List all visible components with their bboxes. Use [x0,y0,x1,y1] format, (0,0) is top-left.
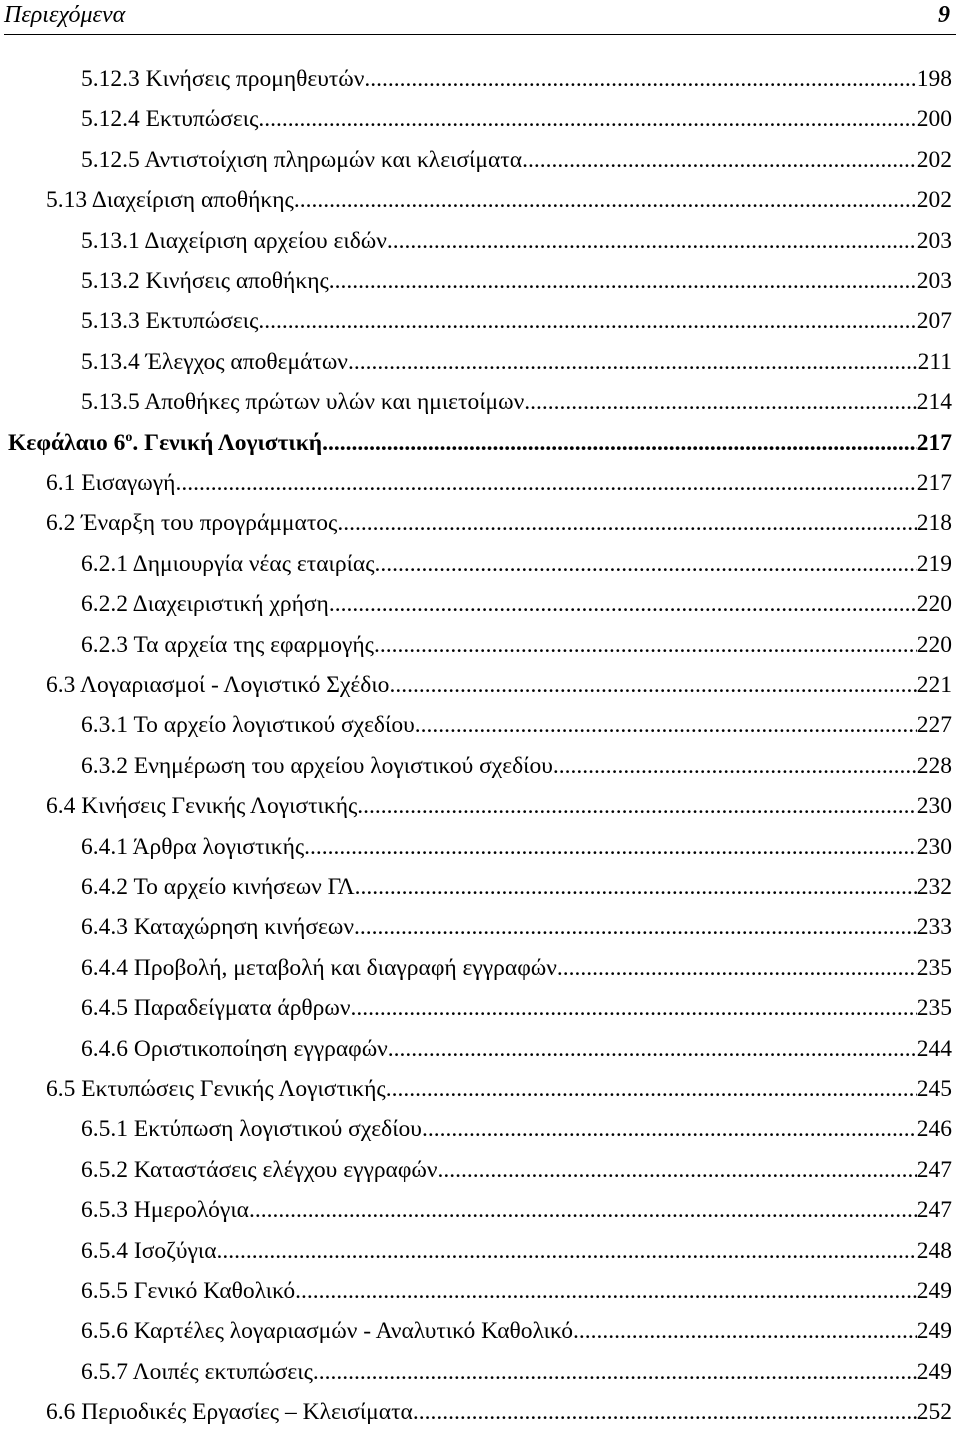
toc-entry-title: 6.4 Κινήσεις Γενικής Λογιστικής [46,793,358,820]
toc-leader-dots [337,510,916,537]
toc-entry[interactable] [0,1399,960,1429]
toc-entry-page: 235 [916,995,952,1022]
toc-entry-page: 220 [916,591,952,618]
toc-entry-title: 6.4.2 Το αρχείο κινήσεων ΓΛ [81,874,355,900]
toc-entry-title: 6.2 Έναρξη του προγράμματος [46,510,338,537]
toc-entry[interactable] [0,228,960,258]
page-header-title: Περιεχόμενα [4,2,126,28]
toc-entry-title: 6.5 Εκτυπώσεις Γενικής Λογιστικής [46,1076,386,1102]
toc-entry[interactable] [0,187,960,217]
toc-entry-title: 6.6 Περιοδικές Εργασίες – Κλεισίματα [46,1399,413,1426]
toc-leader-dots [438,1157,917,1184]
toc-entry[interactable] [0,955,960,985]
toc-entry[interactable] [0,147,960,177]
toc-entry-title: 5.13.5 Αποθήκες πρώτων υλών και ημιετοίμων [81,389,525,416]
toc-entry[interactable] [0,1116,960,1146]
toc-entry[interactable] [0,349,960,379]
toc-entry[interactable] [0,1036,960,1066]
toc-entry-title: 6.4.4 Προβολή, μεταβολή και διαγραφή εγγραφών [81,954,557,981]
toc-entry[interactable] [0,672,960,702]
toc-entry[interactable] [0,430,960,460]
toc-entry[interactable] [0,308,960,338]
toc-entry-title: 6.3.2 Ενημέρωση του αρχείου λογιστικού σχεδίου [81,752,553,779]
toc-entry-page: 217 [916,429,952,456]
toc-entry[interactable] [0,1238,960,1268]
page-header [4,0,956,35]
toc-entry-title: 6.2.1 Δημιουργία νέας εταιρίας [81,550,375,577]
toc-entry-title: 6.2.2 Διαχειριστική χρήση [81,591,329,618]
toc-entry-title: 6.4.6 Οριστικοποίηση εγγραφών [81,1035,388,1062]
toc-leader-dots [329,268,917,295]
toc-entry[interactable] [0,995,960,1025]
toc-entry-title: Κεφάλαιο $6^o$. Γενική Λογιστική [8,429,323,456]
toc-entry-title: 5.13 Διαχείριση αποθήκης [46,187,294,214]
toc-entry-title: 6.5.3 Ημερολόγια [81,1197,249,1224]
toc-entry[interactable] [0,510,960,540]
toc-leader-dots [522,147,917,174]
toc-entry[interactable] [0,591,960,621]
toc-entry-page: 230 [916,833,952,860]
toc-entry-page: 200 [916,106,952,133]
toc-leader-dots [249,1197,917,1224]
toc-leader-dots [354,914,917,941]
toc-entry-title: 5.13.2 Κινήσεις αποθήκης [81,268,329,294]
toc-entry-title: 6.4.5 Παραδείγματα άρθρων [81,995,351,1022]
toc-leader-dots [295,1278,917,1305]
toc-entry-page: 203 [916,227,952,254]
toc-entry-page: 246 [916,1116,952,1143]
toc-leader-dots [294,187,917,214]
toc-entry-title: 6.5.1 Εκτύπωση λογιστικού σχεδίου [81,1116,422,1143]
toc-entry-title-rest: . Γενική Λογιστική [132,429,323,456]
toc-entry[interactable] [0,470,960,500]
toc-entry-page: 247 [916,1197,952,1224]
toc-entry-page: 202 [916,187,952,214]
toc-leader-dots [573,1318,917,1345]
toc-leader-dots [217,1238,917,1265]
toc-entry[interactable] [0,551,960,581]
toc-entry-page: 252 [916,1399,952,1426]
toc-entry-page: 207 [916,308,952,335]
toc-entry-page: 233 [916,914,952,941]
toc-entry-title: 6.3.1 Το αρχείο λογιστικού σχεδίου [81,712,415,739]
toc-entry-title: 5.13.3 Εκτυπώσεις [81,308,259,335]
toc-entry[interactable] [0,389,960,419]
toc-entry[interactable] [0,106,960,136]
toc-leader-dots [304,834,917,861]
toc-leader-dots [388,1036,917,1063]
toc-entry-title: 6.3 Λογαριασμοί - Λογιστικό Σχέδιο [46,672,390,698]
toc-entry-title: 6.4.3 Καταχώρηση κινήσεων [81,914,354,941]
toc-entry-page: 249 [916,1278,952,1304]
toc-leader-dots [322,430,917,457]
toc-leader-dots [413,1399,917,1426]
toc-leader-dots [524,389,916,416]
toc-leader-dots [374,632,917,659]
toc-leader-dots [348,349,918,376]
toc-entry-page: 214 [916,389,952,416]
toc-leader-dots [387,228,917,255]
toc-entry-title: 5.12.4 Εκτυπώσεις [81,106,259,133]
toc-leader-dots [313,1359,917,1386]
toc-entry-title: 6.5.6 Καρτέλες λογαριασμών - Αναλυτικό Καθολικό [81,1318,574,1345]
toc-entry[interactable] [0,1318,960,1348]
toc-entry[interactable] [0,793,960,823]
toc-entry-title: 6.5.7 Λοιπές εκτυπώσεις [81,1358,313,1385]
toc-leader-dots [364,66,916,93]
toc-entry-page: 249 [916,1358,952,1385]
toc-entry-superscript: ο [125,429,133,445]
toc-leader-dots [386,1076,917,1103]
toc-entry-title: 5.12.3 Κινήσεις προμηθευτών [81,66,365,92]
toc-leader-dots [415,712,917,739]
toc-entry[interactable] [0,874,960,904]
toc-entry-page: 244 [916,1035,952,1062]
toc-leader-dots [422,1116,917,1143]
toc-entry[interactable] [0,712,960,742]
toc-entry-page: 247 [916,1156,952,1183]
toc-entry-title: 6.5.5 Γενικό Καθολικό [81,1278,296,1304]
toc-entry-page: 198 [916,66,952,92]
toc-entry[interactable] [0,268,960,298]
toc-leader-dots [329,591,917,618]
toc-entry[interactable] [0,1278,960,1308]
toc-leader-dots [375,551,917,578]
toc-leader-dots [351,995,917,1022]
toc-leader-dots [258,308,916,335]
toc-entry-title: 6.5.2 Καταστάσεις ελέγχου εγγραφών [81,1156,438,1183]
toc-entry[interactable] [0,834,960,864]
toc-entry[interactable] [0,1197,960,1227]
toc-entry-page: 211 [917,348,952,375]
toc-entry[interactable] [0,1157,960,1187]
toc-entry-title: 6.2.3 Τα αρχεία της εφαρμογής [81,631,374,658]
toc-entry-page: 217 [916,470,952,496]
toc-entry-title: 6.5.4 Ισοζύγια [81,1237,217,1264]
toc-entry-title: 5.13.1 Διαχείριση αρχείου ειδών [81,227,387,254]
toc-entry-page: 219 [916,550,952,577]
toc-leader-dots [258,106,916,133]
toc-entry-title: 6.1 Εισαγωγή [46,470,176,496]
toc-entry-page: 228 [916,752,952,779]
toc-entry-page: 203 [916,268,952,294]
toc-leader-dots [357,793,916,820]
toc-leader-dots [355,874,917,901]
toc-leader-dots [389,672,916,699]
page-header-number: 9 [938,2,950,28]
toc-entry[interactable] [0,1359,960,1389]
toc-entry-page: 220 [916,631,952,658]
toc-entry[interactable] [0,632,960,662]
toc-entry[interactable] [0,66,960,96]
toc-leader-dots [175,470,916,497]
toc-entry-page: 235 [916,954,952,981]
toc-entry-title: 5.12.5 Αντιστοίχιση πληρωμών και κλεισίματα [81,146,523,173]
toc-entry-page: 227 [916,712,952,739]
toc-entry-page: 221 [916,672,952,698]
toc-entry-page: 202 [916,146,952,173]
toc-entry-page: 218 [916,510,952,537]
toc-entry-title: 5.13.4 Έλεγχος αποθεμάτων [81,348,348,375]
toc-entry[interactable] [0,753,960,783]
toc-entry-page: 249 [916,1318,952,1345]
toc-entry[interactable] [0,1076,960,1106]
toc-entry-page: 245 [916,1076,952,1102]
toc-leader-dots [557,955,917,982]
toc-entry-page: 248 [916,1237,952,1264]
toc-entry[interactable] [0,914,960,944]
toc-entry-title: 6.4.1 Άρθρα λογιστικής [81,833,305,860]
toc-entry-page: 232 [916,874,952,900]
toc-leader-dots [553,753,917,780]
toc-entry-page: 230 [916,793,952,820]
